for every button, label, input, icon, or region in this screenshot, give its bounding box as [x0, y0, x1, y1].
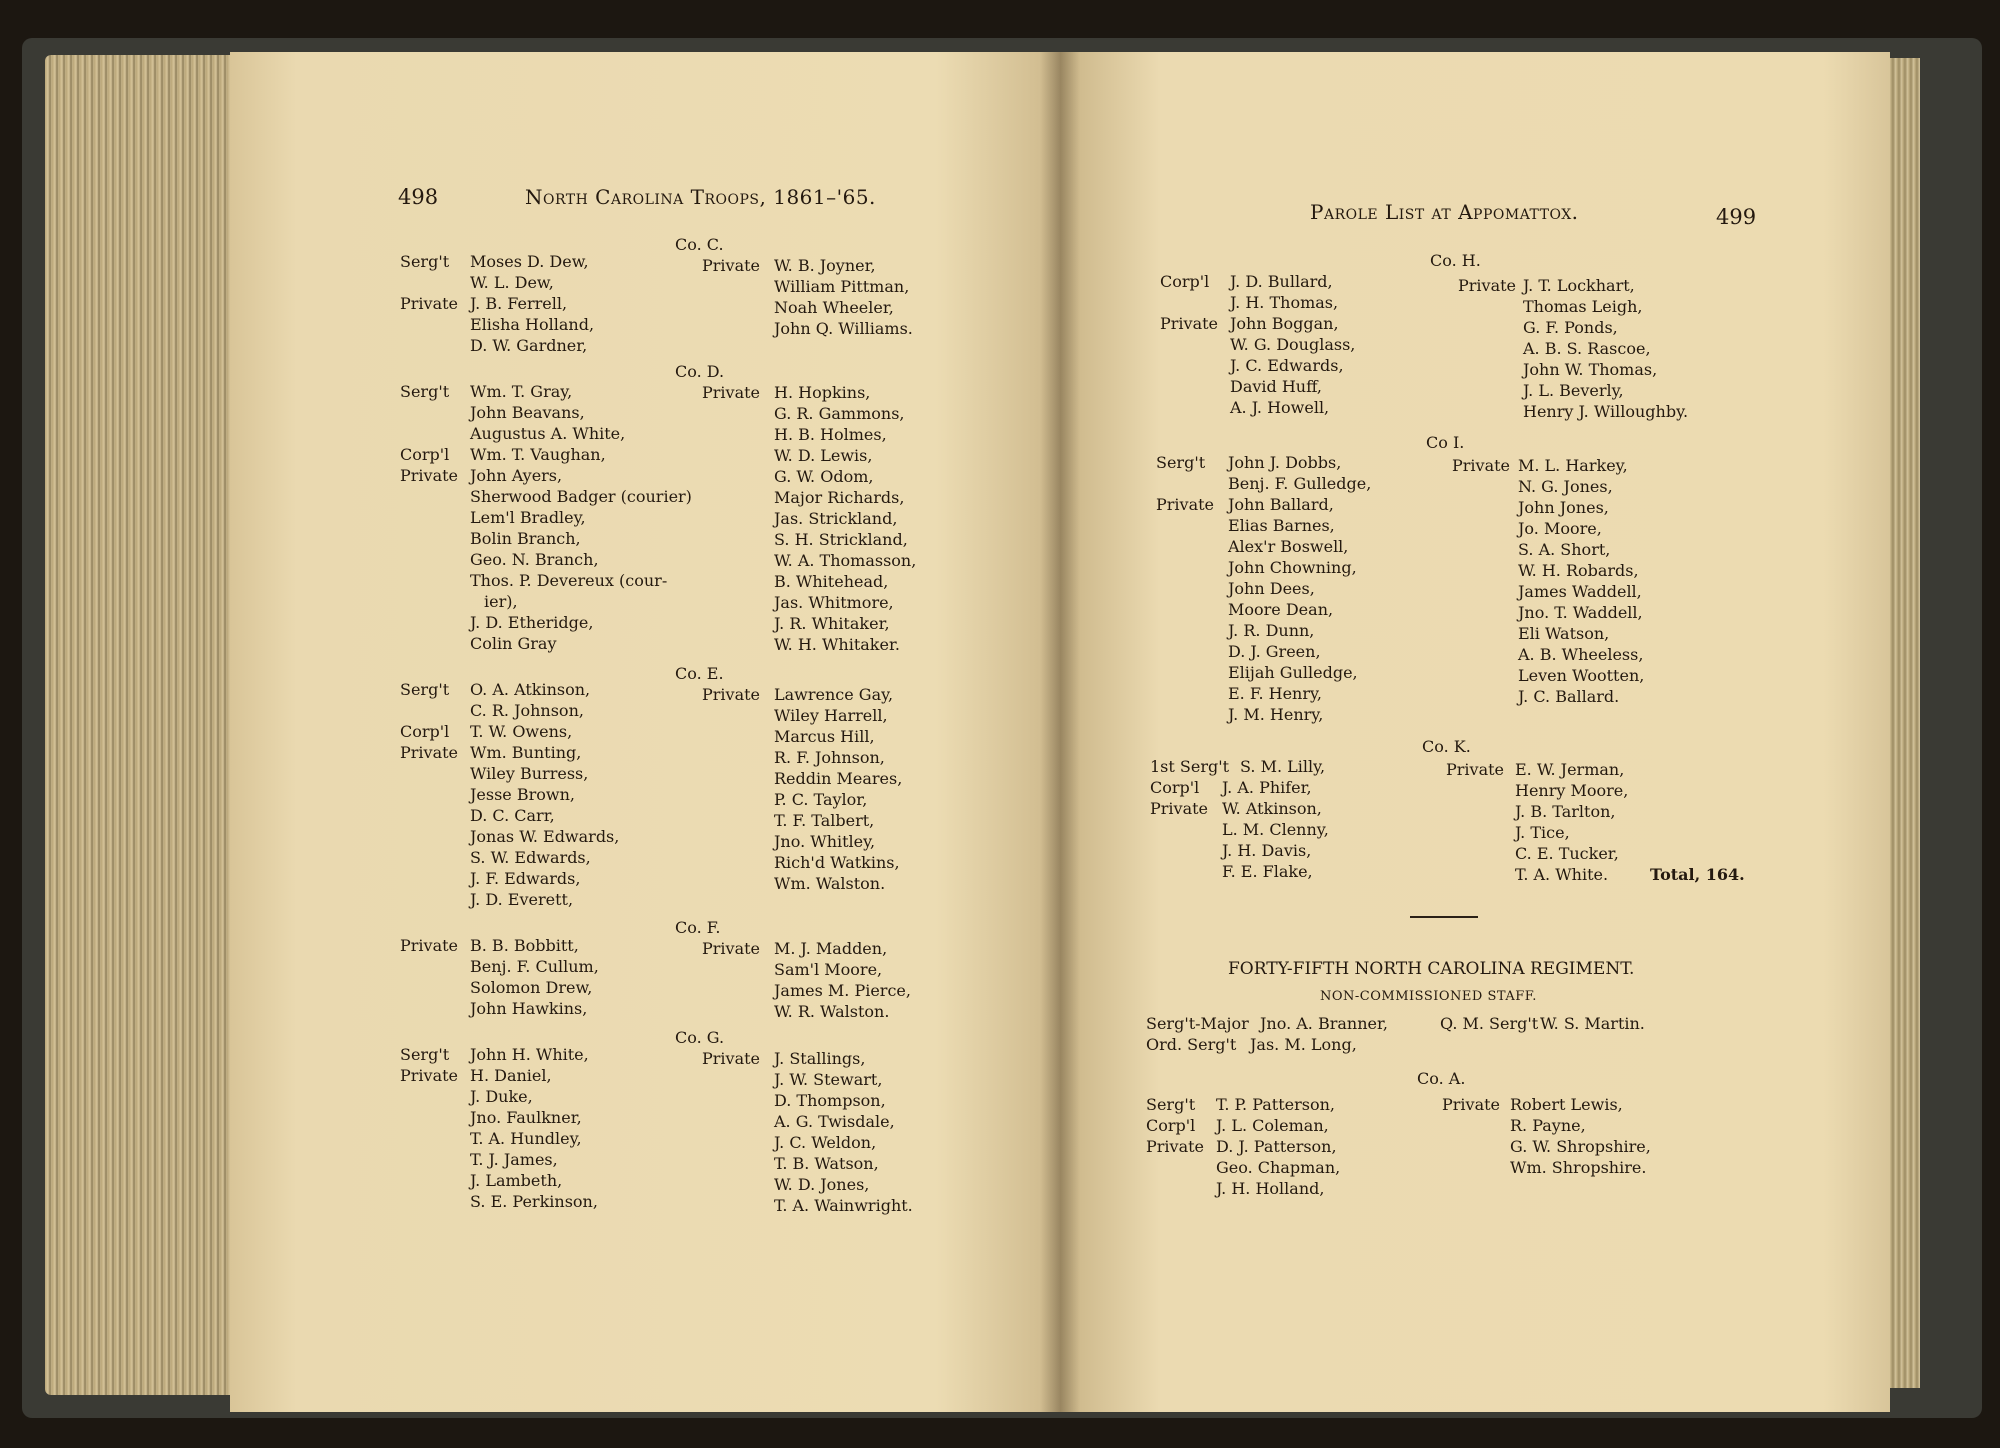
- soldier-name: O. A. Atkinson,: [470, 680, 591, 699]
- soldier-name: S. A. Short,: [1518, 540, 1611, 559]
- soldier-name: T. F. Talbert,: [774, 811, 875, 830]
- soldier-name: R. F. Johnson,: [774, 748, 885, 767]
- soldier-name: Wiley Harrell,: [774, 706, 888, 725]
- soldier-name: Thos. P. Devereux (cour-: [470, 571, 668, 590]
- soldier-name: J. D. Everett,: [470, 890, 574, 909]
- page-number: 499: [1716, 205, 1757, 229]
- soldier-name: John Dees,: [1228, 579, 1315, 598]
- soldier-name: G. R. Gammons,: [774, 404, 905, 423]
- soldier-name: S. H. Strickland,: [774, 530, 908, 549]
- right-page: [1060, 52, 1890, 1412]
- soldier-name: Wm. Bunting,: [470, 743, 582, 762]
- company-heading: Co. H.: [1430, 251, 1481, 270]
- rank: Serg't: [400, 680, 450, 699]
- company-heading: Co. E.: [675, 664, 724, 683]
- soldier-name: J. B. Tarlton,: [1515, 802, 1616, 821]
- soldier-name: J. H. Holland,: [1216, 1179, 1325, 1198]
- soldier-name: J. R. Whitaker,: [774, 614, 890, 633]
- soldier-name: John J. Dobbs,: [1228, 453, 1342, 472]
- soldier-name: P. C. Taylor,: [774, 790, 868, 809]
- soldier-name: J. T. Lockhart,: [1523, 276, 1635, 295]
- soldier-name: B. B. Bobbitt,: [470, 936, 579, 955]
- soldier-name: J. L. Beverly,: [1523, 381, 1624, 400]
- rank: 1st Serg't: [1150, 757, 1230, 776]
- soldier-name: Robert Lewis,: [1510, 1095, 1623, 1114]
- soldier-name: James M. Pierce,: [774, 981, 911, 1000]
- staff-name: Jno. A. Branner,: [1260, 1014, 1388, 1033]
- soldier-name: John Ballard,: [1228, 495, 1334, 514]
- staff-rank: Serg't-Major: [1146, 1014, 1249, 1033]
- soldier-name: H. Hopkins,: [774, 383, 871, 402]
- soldier-name: J. A. Phifer,: [1222, 778, 1312, 797]
- soldier-name: Benj. F. Cullum,: [470, 957, 599, 976]
- soldier-name: T. A. Wainwright.: [774, 1196, 913, 1215]
- soldier-name: T. B. Watson,: [774, 1154, 879, 1173]
- soldier-name: Henry Moore,: [1515, 781, 1629, 800]
- soldier-name: James Waddell,: [1518, 582, 1642, 601]
- rank: Private: [400, 936, 459, 955]
- soldier-name: Jo. Moore,: [1518, 519, 1602, 538]
- soldier-name: Eli Watson,: [1518, 624, 1610, 643]
- company-heading: Co. A.: [1417, 1069, 1466, 1088]
- regiment-title: FORTY-FIFTH NORTH CAROLINA REGIMENT.: [1228, 959, 1635, 979]
- soldier-name: W. B. Joyner,: [774, 256, 876, 275]
- soldier-name: M. L. Harkey,: [1518, 456, 1628, 475]
- soldier-name: Noah Wheeler,: [774, 298, 894, 317]
- rank: Private: [400, 1066, 459, 1085]
- soldier-name: J. F. Edwards,: [470, 869, 581, 888]
- rank: Private: [1442, 1095, 1501, 1114]
- soldier-name: N. G. Jones,: [1518, 477, 1613, 496]
- soldier-name: D. Thompson,: [774, 1091, 886, 1110]
- rank: Private: [1446, 760, 1505, 779]
- soldier-name: W. Atkinson,: [1222, 799, 1322, 818]
- soldier-name: A. J. Howell,: [1230, 398, 1330, 417]
- soldier-name: G. W. Odom,: [774, 467, 874, 486]
- rank: Serg't: [1146, 1095, 1196, 1114]
- soldier-name: C. E. Tucker,: [1515, 844, 1619, 863]
- soldier-name: J. H. Davis,: [1222, 841, 1312, 860]
- soldier-name: Wm. Shropshire.: [1510, 1158, 1647, 1177]
- company-heading: Co. K.: [1422, 737, 1471, 756]
- soldier-name: J. L. Coleman,: [1216, 1116, 1329, 1135]
- left-page-edges: [45, 55, 245, 1395]
- soldier-name: D. J. Green,: [1228, 642, 1321, 661]
- soldier-name: Lem'l Bradley,: [470, 508, 586, 527]
- soldier-name: John Q. Williams.: [774, 319, 913, 338]
- soldier-name: L. M. Clenny,: [1222, 820, 1329, 839]
- soldier-name: Geo. Chapman,: [1216, 1158, 1341, 1177]
- rank: Private: [400, 743, 459, 762]
- soldier-name: S. M. Lilly,: [1240, 757, 1326, 776]
- soldier-name: Jas. Strickland,: [774, 509, 898, 528]
- soldier-name: C. R. Johnson,: [470, 701, 584, 720]
- soldier-name: G. F. Ponds,: [1523, 318, 1618, 337]
- soldier-name: W. G. Douglass,: [1230, 335, 1356, 354]
- soldier-name: J. Duke,: [470, 1087, 533, 1106]
- soldier-name: T. J. James,: [470, 1150, 558, 1169]
- soldier-name: Wm. T. Vaughan,: [470, 445, 606, 464]
- soldier-name: Henry J. Willoughby.: [1523, 402, 1689, 421]
- soldier-name: T. A. Hundley,: [470, 1129, 582, 1148]
- soldier-name: W. R. Walston.: [774, 1002, 890, 1021]
- rank: Private: [1160, 314, 1219, 333]
- soldier-name: Alex'r Boswell,: [1228, 537, 1349, 556]
- soldier-name: Moses D. Dew,: [470, 252, 589, 271]
- soldier-name: D. C. Carr,: [470, 806, 555, 825]
- soldier-name: W. H. Robards,: [1518, 561, 1639, 580]
- soldier-name: David Huff,: [1230, 377, 1322, 396]
- soldier-name: T. W. Owens,: [470, 722, 573, 741]
- rank: Private: [1458, 276, 1517, 295]
- rank: Private: [400, 294, 459, 313]
- soldier-name: John Ayers,: [470, 466, 563, 485]
- soldier-name: Thomas Leigh,: [1523, 297, 1643, 316]
- rank: Serg't: [400, 252, 450, 271]
- soldier-name: Colin Gray: [470, 634, 557, 653]
- soldier-name: M. J. Madden,: [774, 939, 888, 958]
- rank: Serg't: [1156, 453, 1206, 472]
- soldier-name: W. D. Jones,: [774, 1175, 870, 1194]
- rank: Corp'l: [400, 445, 450, 464]
- section-divider: [1410, 916, 1478, 918]
- soldier-name: Jonas W. Edwards,: [470, 827, 620, 846]
- soldier-name: Jesse Brown,: [470, 785, 575, 804]
- soldier-name: J. Lambeth,: [470, 1171, 563, 1190]
- soldier-name: J. M. Henry,: [1228, 705, 1324, 724]
- soldier-name: Moore Dean,: [1228, 600, 1334, 619]
- soldier-name: A. B. S. Rascoe,: [1523, 339, 1651, 358]
- soldier-name: W. D. Lewis,: [774, 446, 873, 465]
- soldier-name: Jno. T. Waddell,: [1518, 603, 1643, 622]
- soldier-name: Geo. N. Branch,: [470, 550, 599, 569]
- soldier-name: Wm. T. Gray,: [470, 382, 573, 401]
- soldier-name: Leven Wootten,: [1518, 666, 1645, 685]
- page-number: 498: [398, 185, 439, 209]
- soldier-name: J. D. Etheridge,: [470, 613, 594, 632]
- soldier-name: Rich'd Watkins,: [774, 853, 900, 872]
- running-head: Parole List at Appomattox.: [1310, 200, 1579, 224]
- soldier-name: W. L. Dew,: [470, 273, 554, 292]
- rank: Private: [400, 466, 459, 485]
- soldier-name: A. G. Twisdale,: [774, 1112, 895, 1131]
- soldier-name: E. W. Jerman,: [1515, 760, 1625, 779]
- soldier-name: Augustus A. White,: [470, 424, 626, 443]
- soldier-name: D. J. Patterson,: [1216, 1137, 1337, 1156]
- soldier-name: J. Stallings,: [774, 1049, 866, 1068]
- soldier-name: Elias Barnes,: [1228, 516, 1335, 535]
- soldier-name: J. C. Weldon,: [774, 1133, 877, 1152]
- soldier-name: John Jones,: [1518, 498, 1609, 517]
- rank: Private: [702, 1049, 761, 1068]
- soldier-name: J. H. Thomas,: [1230, 293, 1339, 312]
- soldier-name: H. B. Holmes,: [774, 425, 887, 444]
- soldier-name: Sherwood Badger (courier): [470, 487, 692, 506]
- rank: Corp'l: [1150, 778, 1200, 797]
- staff-name: W. S. Martin.: [1540, 1014, 1645, 1033]
- soldier-name: Benj. F. Gulledge,: [1228, 474, 1372, 493]
- soldier-name: Solomon Drew,: [470, 978, 593, 997]
- soldier-name: John Boggan,: [1230, 314, 1339, 333]
- soldier-name: Wm. Walston.: [774, 874, 886, 893]
- company-heading: Co. F.: [675, 918, 721, 937]
- soldier-name: H. Daniel,: [470, 1066, 552, 1085]
- rank: Corp'l: [1146, 1116, 1196, 1135]
- rank: Serg't: [400, 382, 450, 401]
- soldier-name: W. A. Thomasson,: [774, 551, 917, 570]
- soldier-name: Elijah Gulledge,: [1228, 663, 1358, 682]
- soldier-name: J. C. Edwards,: [1230, 356, 1344, 375]
- rank: Private: [702, 383, 761, 402]
- rank: Private: [1156, 495, 1215, 514]
- staff-name: Jas. M. Long,: [1250, 1035, 1357, 1054]
- total-count: Total, 164.: [1650, 865, 1745, 884]
- soldier-name: J. D. Bullard,: [1230, 272, 1333, 291]
- soldier-name: John W. Thomas,: [1523, 360, 1658, 379]
- rank: Serg't: [400, 1045, 450, 1064]
- soldier-name: Bolin Branch,: [470, 529, 581, 548]
- rank: Private: [1150, 799, 1209, 818]
- soldier-name: W. H. Whitaker.: [774, 635, 900, 654]
- soldier-name: G. W. Shropshire,: [1510, 1137, 1651, 1156]
- soldier-name: J. C. Ballard.: [1518, 687, 1620, 706]
- soldier-name: Marcus Hill,: [774, 727, 875, 746]
- soldier-name: J. Tice,: [1515, 823, 1570, 842]
- soldier-name: B. Whitehead,: [774, 572, 889, 591]
- left-page: [230, 52, 1060, 1412]
- rank: Corp'l: [400, 722, 450, 741]
- soldier-name: Elisha Holland,: [470, 315, 595, 334]
- soldier-name: ier),: [484, 592, 518, 611]
- rank: Private: [1452, 456, 1511, 475]
- rank: Private: [702, 685, 761, 704]
- staff-rank: Ord. Serg't: [1146, 1035, 1237, 1054]
- soldier-name: J. B. Ferrell,: [470, 294, 568, 313]
- soldier-name: Jno. Whitley,: [774, 832, 876, 851]
- soldier-name: T. P. Patterson,: [1216, 1095, 1335, 1114]
- soldier-name: J. R. Dunn,: [1228, 621, 1315, 640]
- rank: Private: [702, 939, 761, 958]
- soldier-name: Jno. Faulkner,: [470, 1108, 582, 1127]
- soldier-name: John Hawkins,: [470, 999, 588, 1018]
- rank: Private: [1146, 1137, 1205, 1156]
- soldier-name: John Beavans,: [470, 403, 585, 422]
- soldier-name: John Chowning,: [1228, 558, 1357, 577]
- company-heading: Co. G.: [675, 1028, 725, 1047]
- company-heading: Co. D.: [675, 362, 725, 381]
- staff-heading: NON-COMMISSIONED STAFF.: [1320, 989, 1537, 1004]
- book-gutter: [1040, 52, 1080, 1412]
- soldier-name: J. W. Stewart,: [774, 1070, 883, 1089]
- soldier-name: D. W. Gardner,: [470, 336, 588, 355]
- running-head: North Carolina Troops, 1861–'65.: [525, 185, 876, 209]
- soldier-name: R. Payne,: [1510, 1116, 1586, 1135]
- company-heading: Co I.: [1426, 433, 1465, 452]
- soldier-name: F. E. Flake,: [1222, 862, 1313, 881]
- soldier-name: Major Richards,: [774, 488, 905, 507]
- soldier-name: E. F. Henry,: [1228, 684, 1323, 703]
- company-heading: Co. C.: [675, 235, 724, 254]
- rank: Corp'l: [1160, 272, 1210, 291]
- soldier-name: Jas. Whitmore,: [774, 593, 894, 612]
- staff-rank: Q. M. Serg't: [1440, 1014, 1539, 1033]
- soldier-name: Lawrence Gay,: [774, 685, 894, 704]
- soldier-name: William Pittman,: [774, 277, 910, 296]
- soldier-name: Reddin Meares,: [774, 769, 903, 788]
- soldier-name: S. E. Perkinson,: [470, 1192, 598, 1211]
- soldier-name: T. A. White.: [1515, 865, 1609, 884]
- soldier-name: S. W. Edwards,: [470, 848, 591, 867]
- soldier-name: Wiley Burress,: [470, 764, 589, 783]
- soldier-name: Sam'l Moore,: [774, 960, 883, 979]
- rank: Private: [702, 256, 761, 275]
- soldier-name: A. B. Wheeless,: [1518, 645, 1644, 664]
- soldier-name: John H. White,: [470, 1045, 589, 1064]
